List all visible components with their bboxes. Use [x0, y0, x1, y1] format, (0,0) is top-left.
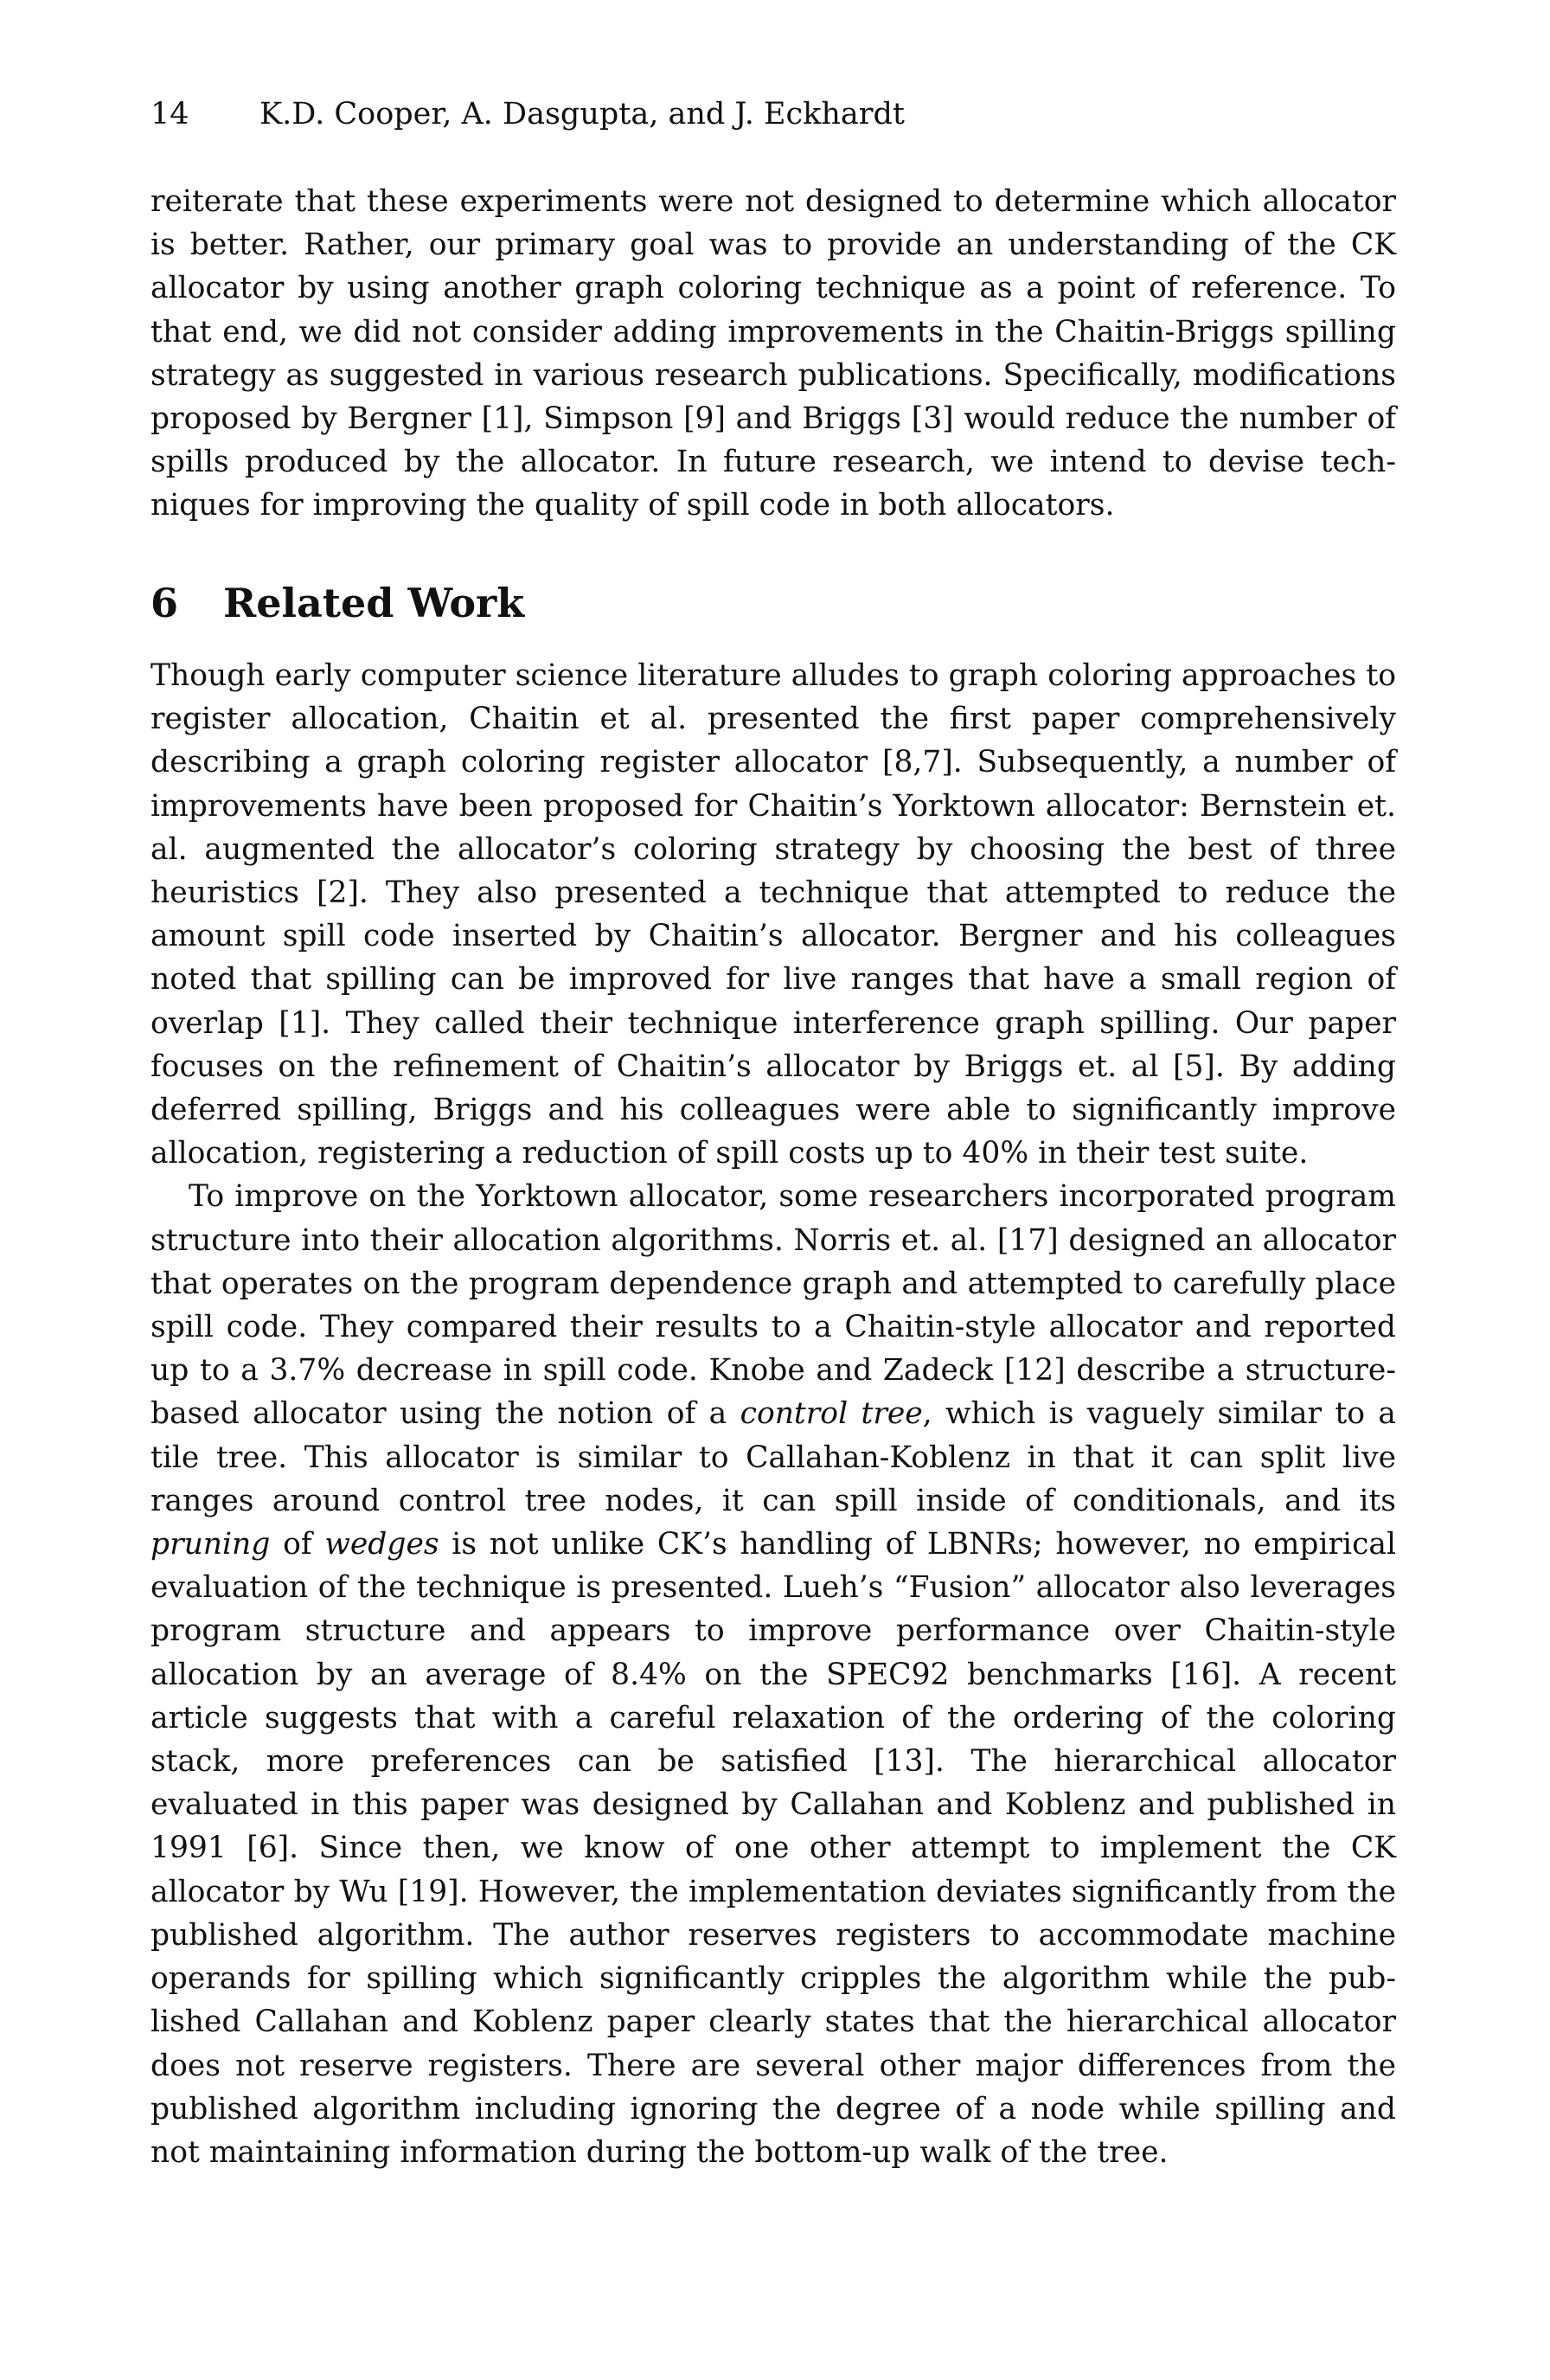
term-control-tree: control tree	[740, 1396, 923, 1432]
related-work-body	[151, 654, 1396, 2174]
section-number: 6	[151, 580, 179, 626]
related-paragraph-2-part-2: , which is vaguely similar to a tile tree. This allocator is similar to Callahan-Koblenz in that it can split live ranges around control tree nodes, it can spill inside of conditionals, and its	[151, 1396, 1396, 1518]
intro-paragraph-block	[151, 180, 1396, 528]
section-title: Related Work	[223, 580, 525, 626]
related-paragraph-2-part-1: To improve on the Yorktown allocator, some researchers incorporated program structure into their allocation algorithms. Norris et. al. [17] designed an allocator that operates on the program dependence graph and attempted to carefully place spill code. They compared their results to a Chaitin-style allocator and reported up to a 3.7% decrease in spill code. Knobe and Zadeck [12] describe a structure-based allocator using the notion of a	[151, 1179, 1396, 1432]
running-head-authors: K.D. Cooper, A. Dasgupta, and J. Eckhardt	[259, 97, 905, 132]
running-head	[151, 93, 905, 135]
related-paragraph-2-part-4: is not unlike CK’s handling of LBNRs; however, no empirical evaluation of the technique is presented. Lueh’s “Fusion” allocator also leverages program structure and appears to improve performance over Chaitin-style allocation by an average of 8.4% on the SPEC92 benchmarks [16]. A recent article suggests that with a careful relaxation of the ordering of the coloring stack, more preferences can be satisfied [13]. The hierarchical allocator evaluated in this paper was designed by Callahan and Koblenz and published in 1991 [6]. Since then, we know of one other attempt to implement the CK allocator by Wu [19]. However, the implementation deviates significantly from the published algorithm. The author reserves registers to accommodate machine operands for spilling which significantly cripples the algorithm while the published Callahan and Koblenz paper clearly states that the hierarchical allocator does not reserve registers. There are several other major differences from the published algorithm including ignoring the degree of a node while spilling and not maintaining information during the bottom-up walk of the tree.	[151, 1527, 1396, 2170]
page-number: 14	[151, 97, 189, 132]
intro-paragraph: reiterate that these experiments were not designed to determine which allocator is better. Rather, our primary goal was to provide an understanding of the CK allocator by using another graph coloring technique as a point of reference. To that end, we did not consider adding improvements in the Chaitin-Briggs spilling strategy as suggested in various research publications. Specifically, modifications proposed by Bergner [1], Simpson [9] and Briggs [3] would reduce the number of spills produced by the allocator. In future research, we intend to devise techniques for improving the quality of spill code in both allocators.	[151, 184, 1396, 523]
term-pruning: pruning	[151, 1527, 271, 1562]
section-heading	[151, 574, 524, 632]
term-wedges: wedges	[324, 1527, 439, 1562]
related-paragraph-2-part-3: of	[270, 1527, 325, 1562]
related-paragraph-2	[151, 1175, 1396, 2174]
related-paragraph-1: Though early computer science literature alludes to graph coloring approaches to register allocation, Chaitin et al. presented the first paper comprehensively describing a graph coloring register allocator [8,7]. Subsequently, a number of improvements have been proposed for Chaitin’s Yorktown allocator: Bernstein et. al. augmented the allocator’s coloring strategy by choosing the best of three heuristics [2]. They also presented a technique that attempted to reduce the amount spill code inserted by Chaitin’s allocator. Bergner and his colleagues noted that spilling can be improved for live ranges that have a small region of overlap [1]. They called their technique interference graph spilling. Our paper focuses on the refinement of Chaitin’s allocator by Briggs et. al [5]. By adding deferred spilling, Briggs and his colleagues were able to significantly improve allocation, registering a reduction of spill costs up to 40% in their test suite.	[151, 658, 1396, 1171]
